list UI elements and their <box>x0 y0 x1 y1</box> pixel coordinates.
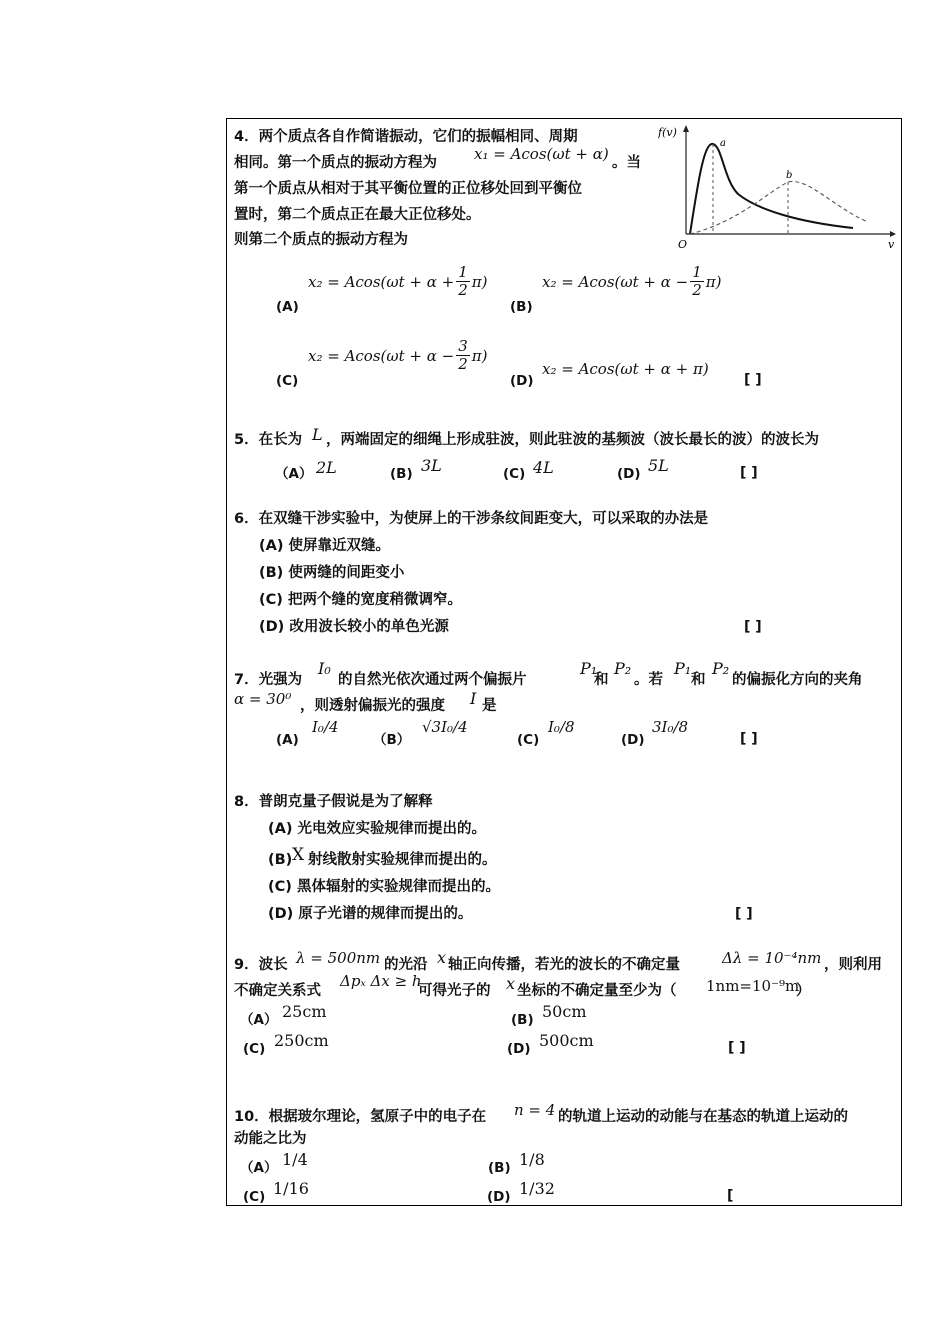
q8-stem: 8．普朗克量子假说是为了解释 <box>234 794 433 810</box>
q5-L: L <box>312 425 323 444</box>
y-axis-arrow <box>683 125 689 132</box>
q9-optC-label: (C) <box>243 1041 266 1057</box>
curve-a <box>690 144 853 234</box>
figure-origin: O <box>678 238 688 251</box>
q9-optB-label: (B) <box>511 1012 534 1028</box>
q7-and1: 和 <box>594 672 609 688</box>
q9-t7: 坐标的不确定量至少为（ <box>517 983 677 999</box>
q5-optC: 4L <box>533 458 554 477</box>
q5-optD: 5L <box>648 456 669 475</box>
q9-answer-bracket[interactable]: [ ] <box>728 1040 746 1056</box>
q9-optB: 50cm <box>542 1002 587 1021</box>
q7-I: I <box>470 689 477 708</box>
q5-optD-label: (D) <box>617 466 641 482</box>
q9-t6: 可得光子的 <box>418 983 491 999</box>
q9-lambda: λ = 500nm <box>296 949 381 967</box>
q4-optA-label: (A) <box>276 299 299 315</box>
q7-optD-label: (D) <box>621 732 645 748</box>
q4-line4: 置时，第二个质点正在最大正位移处。 <box>234 207 481 223</box>
q9-t5: 不确定关系式 <box>234 983 321 999</box>
q8-optB-label: (B) <box>268 852 293 868</box>
q5-answer-bracket[interactable]: [ ] <box>740 465 758 481</box>
q6-stem: 6．在双缝干涉实验中，为使屏上的干涉条纹间距变大，可以采取的办法是 <box>234 511 709 527</box>
q9-t8: ） <box>796 983 811 999</box>
q10-t2: 的轨道上运动的动能与在基态的轨道上运动的 <box>558 1109 848 1125</box>
q7-t2: 的自然光依次通过两个偏振片 <box>338 672 527 688</box>
q10-n: n = 4 <box>514 1101 556 1119</box>
q7-t6: 是 <box>482 698 497 714</box>
q9-dlambda: Δλ = 10⁻⁴nm <box>722 949 822 967</box>
q9-t3: 轴正向传播，若光的波长的不确定量 <box>448 957 680 973</box>
q5-optC-label: (C) <box>503 466 526 482</box>
q4-optB: x₂ = Acos(ωt + α − $\frac{1}{2}$ π) <box>542 263 722 299</box>
q4-optB-label: (B) <box>510 299 533 315</box>
q10-t3: 动能之比为 <box>234 1131 307 1147</box>
q4-optC: x₂ = Acos(ωt + α − $\frac{3}{2}$ π) <box>308 337 488 373</box>
q7-and2: 和 <box>691 672 706 688</box>
q8-optD: (D) 原子光谱的规律而提出的。 <box>268 906 473 922</box>
q4-optD: x₂ = Acos(ωt + α + π) <box>542 360 709 378</box>
q7-answer-bracket[interactable]: [ ] <box>740 731 758 747</box>
q6-optD: (D) 改用波长较小的单色光源 <box>259 619 449 635</box>
q7-optB-label: （B） <box>373 732 411 748</box>
q4-optB-frac: $\frac{1}{2}$ <box>692 263 702 299</box>
q9-x2: x <box>506 974 516 993</box>
q7-t5: ，则透射偏振光的强度 <box>300 698 445 714</box>
figure-label-b: b <box>786 170 793 181</box>
q4-eq1: x₁ = Acos(ωt + α) <box>474 145 609 163</box>
q4-optA: x₂ = Acos(ωt + α + $\frac{1}{2}$ π) <box>308 263 488 299</box>
q10-optD-label: (D) <box>487 1189 511 1205</box>
q7-alpha: α = 30⁰ <box>234 690 292 708</box>
q9-optD-label: (D) <box>507 1041 531 1057</box>
q7-t1: 7．光强为 <box>234 672 303 688</box>
q7-t3: 。若 <box>634 672 663 688</box>
q7-optA-label: (A) <box>276 732 299 748</box>
q4-optC-label: (C) <box>276 373 299 389</box>
q6-optC: (C) 把两个缝的宽度稍微调窄。 <box>259 592 462 608</box>
q7-P1: P₁ <box>580 659 598 678</box>
q10-optB: 1/8 <box>519 1150 545 1169</box>
q4-optC-frac: $\frac{3}{2}$ <box>458 337 468 373</box>
q9-t4: ，则利用 <box>824 957 882 973</box>
q7-I0: I₀ <box>318 659 331 678</box>
q6-optA: (A) 使屏靠近双缝。 <box>259 538 391 554</box>
q8-optC: (C) 黑体辐射的实验规律而提出的。 <box>268 879 500 895</box>
q4-line3: 第一个质点从相对于其平衡位置的正位移处回到平衡位 <box>234 181 582 197</box>
q4-line5: 则第二个质点的振动方程为 <box>234 232 408 248</box>
q10-optC: 1/16 <box>273 1179 309 1198</box>
q9-rel: Δpₓ Δx ≥ h <box>340 972 422 990</box>
q10-answer-bracket[interactable]: [ <box>727 1188 734 1204</box>
q5-optB: 3L <box>421 456 442 475</box>
q10-optA-label: （A） <box>240 1160 278 1176</box>
q7-P1b: P₁ <box>674 659 692 678</box>
q10-optD: 1/32 <box>519 1179 555 1198</box>
q8-optB-x: X <box>292 845 305 865</box>
q7-t4: 的偏振化方向的夹角 <box>732 672 863 688</box>
q8-optB-text: 射线散射实验规律而提出的。 <box>308 852 497 868</box>
q5-text-b: ，两端固定的细绳上形成驻波，则此驻波的基频波（波长最长的波）的波长为 <box>326 432 819 448</box>
q4-answer-bracket[interactable]: [ ] <box>744 372 762 388</box>
q10-t1: 10．根据玻尔理论，氢原子中的电子在 <box>234 1109 487 1125</box>
q10-optB-label: (B) <box>488 1160 511 1176</box>
figure-ylabel: f(v) <box>658 126 677 139</box>
q5-text-a: 5．在长为 <box>234 432 303 448</box>
q9-optA-label: （A） <box>240 1012 278 1028</box>
q7-optA: I₀/4 <box>312 718 339 736</box>
figure-label-a: a <box>720 138 726 149</box>
q7-P2b: P₂ <box>712 659 730 678</box>
q4-optD-label: (D) <box>510 373 534 389</box>
q6-answer-bracket[interactable]: [ ] <box>744 619 762 635</box>
q6-optB: (B) 使两缝的间距变小 <box>259 565 405 581</box>
q4-line1: 4．两个质点各自作简谐振动，它们的振幅相同、周期 <box>234 129 578 145</box>
q4-optA-frac: $\frac{1}{2}$ <box>458 263 468 299</box>
q9-optA: 25cm <box>282 1002 327 1021</box>
q5-optB-label: (B) <box>390 466 413 482</box>
q7-optD: 3I₀/8 <box>652 718 689 736</box>
q9-t1: 9．波长 <box>234 957 288 973</box>
q5-optA-label: （A） <box>275 466 313 482</box>
q9-optD: 500cm <box>539 1031 594 1050</box>
q7-optB: √3I₀/4 <box>422 718 468 736</box>
q9-x1: x <box>437 948 447 967</box>
q9-optC: 250cm <box>274 1031 329 1050</box>
q4-line2a: 相同。第一个质点的振动方程为 <box>234 155 437 171</box>
q7-P2: P₂ <box>614 659 632 678</box>
q7-optC: I₀/8 <box>548 718 575 736</box>
q5-optA: 2L <box>316 458 337 477</box>
q4-line2b: 。当 <box>612 155 641 171</box>
q8-optA: (A) 光电效应实验规律而提出的。 <box>268 821 487 837</box>
q7-optC-label: (C) <box>517 732 540 748</box>
q10-optA: 1/4 <box>282 1150 308 1169</box>
q8-answer-bracket[interactable]: [ ] <box>735 906 753 922</box>
x-axis-arrow <box>890 231 896 237</box>
q10-optC-label: (C) <box>243 1189 266 1205</box>
q9-t2: 的光沿 <box>384 957 428 973</box>
figure-xlabel: v <box>888 238 895 251</box>
q9-unit: 1nm=10⁻⁹m <box>706 977 800 995</box>
maxwell-distribution-figure <box>658 122 896 252</box>
